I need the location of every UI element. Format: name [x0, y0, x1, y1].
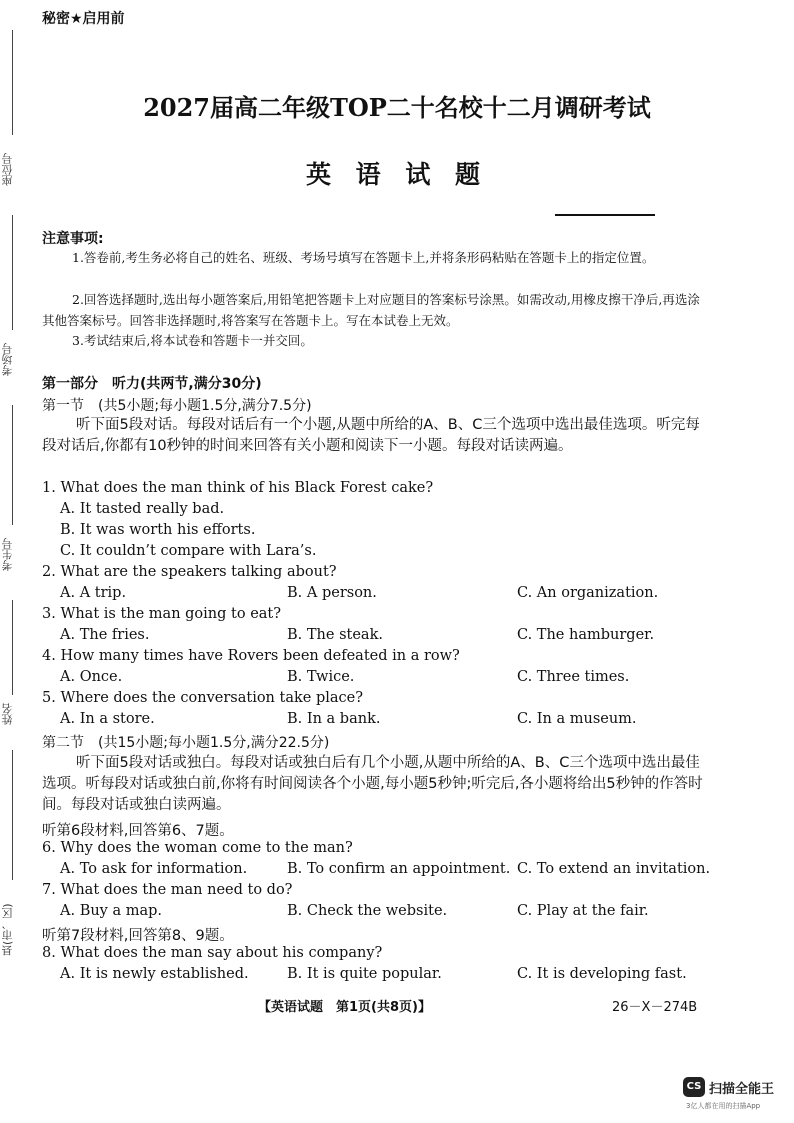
page-footer: 【英语试题 第1页(共8页)】	[258, 1000, 431, 1015]
option-b: B. It is quite popular.	[287, 966, 442, 982]
decorative-line	[555, 214, 655, 216]
section-heading: 第一节 (共5小题;每小题1.5分,满分7.5分)	[42, 398, 312, 414]
option-c: C. To extend an invitation.	[517, 861, 711, 877]
question-stem: 7. What does the man need to do?	[42, 882, 293, 898]
question-stem: 1. What does the man think of his Black Forest cake?	[42, 480, 434, 496]
option-c: C. It is developing fast.	[517, 966, 687, 982]
option-a: A. It is newly established.	[60, 966, 249, 982]
question-stem: 8. What does the man say about his company?	[42, 945, 383, 961]
secret-label: 秘密★启用前	[42, 11, 125, 27]
option-b: B. Twice.	[287, 669, 355, 685]
option-a: A. In a store.	[60, 711, 155, 727]
option-b: B. In a bank.	[287, 711, 381, 727]
margin-line	[12, 750, 13, 880]
section-instructions: 听下面5段对话。每段对话后有一个小题,从题中所给的A、B、C三个选项中选出最佳选项。听完每段对话后,你都有10秒钟的时间来回答有关小题和阅读下一小题。每段对话读两遍。	[42, 417, 700, 454]
option-b: B. Check the website.	[287, 903, 448, 919]
paper-code: 26－X－274B	[612, 1000, 698, 1015]
option-a: A. To ask for information.	[60, 861, 248, 877]
option-a: A. Once.	[60, 669, 123, 685]
notice-item: 3.考试结束后,将本试卷和答题卡一并交回。	[72, 333, 313, 348]
option-c: C. Three times.	[517, 669, 630, 685]
margin-line	[12, 30, 13, 135]
option-a: A. It tasted really bad.	[60, 501, 225, 517]
question-stem: 3. What is the man going to eat?	[42, 606, 282, 622]
exam-room-label: 考场号	[1, 343, 14, 377]
county-label: 县(市、区)	[1, 903, 14, 957]
option-b: B. The steak.	[287, 627, 383, 643]
option-c: C. An organization.	[517, 585, 659, 601]
watermark-tagline: 3亿人都在用的扫描App	[686, 1102, 761, 1110]
margin-line	[12, 405, 13, 525]
question-stem: 4. How many times have Rovers been defeated in a row?	[42, 648, 460, 664]
question-stem: 6. Why does the woman come to the man?	[42, 840, 353, 856]
option-b: B. To confirm an appointment.	[287, 861, 511, 877]
option-c: C. The hamburger.	[517, 627, 655, 643]
option-c: C. Play at the fair.	[517, 903, 649, 919]
margin-line	[12, 600, 13, 695]
option-c: C. It couldn’t compare with Lara’s.	[60, 543, 317, 559]
material-instruction: 听第6段材料,回答第6、7题。	[42, 823, 234, 839]
option-b: B. It was worth his efforts.	[60, 522, 256, 538]
seat-number-label: 座位号	[1, 153, 14, 187]
exam-title: 2027届高二年级TOP二十名校十二月调研考试	[143, 93, 651, 122]
question-stem: 5. Where does the conversation take place?	[42, 690, 363, 706]
section-heading: 第二节 (共15小题;每小题1.5分,满分22.5分)	[42, 735, 330, 751]
name-label: 姓名	[1, 703, 14, 725]
option-b: B. A person.	[287, 585, 377, 601]
notice-heading: 注意事项:	[42, 231, 104, 247]
material-instruction: 听第7段材料,回答第8、9题。	[42, 928, 234, 944]
student-id-label: 考生号	[1, 538, 14, 572]
notice-item: 2.回答选择题时,选出每小题答案后,用铅笔把答题卡上对应题目的答案标号涂黑。如需改动,用橡皮擦干净后,再选涂其他答案标号。回答非选择题时,将答案写在答题卡上。写在本试卷上无效。	[42, 292, 700, 328]
option-a: A. The fries.	[60, 627, 150, 643]
question-stem: 2. What are the speakers talking about?	[42, 564, 337, 580]
watermark-name: 扫描全能王	[709, 1082, 775, 1097]
option-a: A. A trip.	[60, 585, 127, 601]
option-c: C. In a museum.	[517, 711, 637, 727]
margin-line	[12, 215, 13, 330]
camscanner-logo-icon: CS	[683, 1077, 705, 1097]
subject-title: 英 语 试 题	[305, 160, 489, 189]
notice-item: 1.答卷前,考生务必将自己的姓名、班级、考场号填写在答题卡上,并将条形码粘贴在答题卡上的指定位置。	[72, 250, 655, 265]
part-heading: 第一部分 听力(共两节,满分30分)	[42, 376, 262, 392]
option-a: A. Buy a map.	[60, 903, 163, 919]
section-instructions: 听下面5段对话或独白。每段对话或独白后有几个小题,从题中所给的A、B、C三个选项中选出最佳选项。听每段对话或独白前,你将有时间阅读各个小题,每小题5秒钟;听完后,各小题将给出5秒钟的作答时间。每段对话或独白读两遍。	[42, 755, 703, 813]
